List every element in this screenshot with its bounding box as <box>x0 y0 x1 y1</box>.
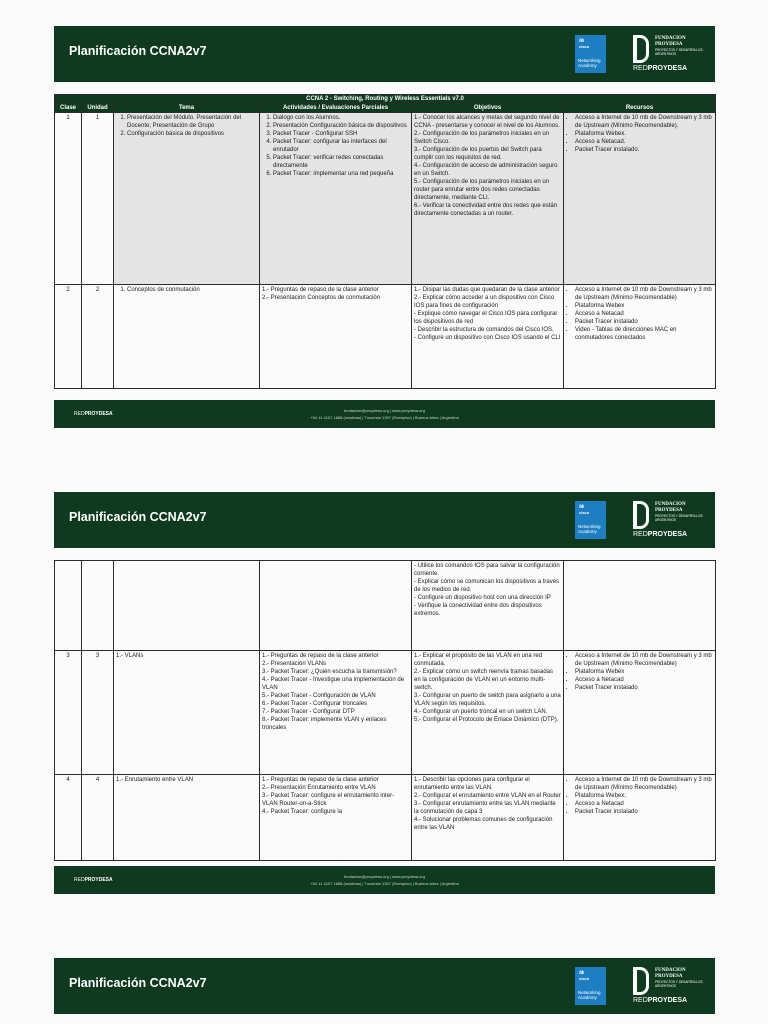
proydesa-logo: FUNDACION PROYDESA PROYECTOS Y DESARROLLOS ARGENTINOS REDPROYDESA <box>633 502 703 538</box>
page-header <box>54 26 715 82</box>
proydesa-logo: FUNDACION PROYDESA PROYECTOS Y DESARROLLOS ARGENTINOS REDPROYDESA <box>633 36 703 72</box>
col-unidad: Unidad <box>82 104 114 113</box>
table-row: 3 3 1.- VLANs 1.- Preguntas de repaso de la clase anterior 2.- Presentación VLANs 3.- Packet Tracer: ¿Quién escucha la transmisión? 4.- Packet Tracer - Investigue una implementación de VLAN 5.- Packet Tracer - Configuración de VLAN 6.- Packet Tracer - Configurar troncales 7.- Packet Tracer - Configurar DTP 8.- Packet Tracer: implemente VLAN y enlaces troncales 1.- Explicar el propósito de las VLAN en una red conmutada. 2.- Explicar cómo un switch reenvía tramas basadas en la configuración de VLAN en un entorno multi-switch. 3.- Configurar un puerto de switch para asignarlo a una VLAN según los requisitos. 4.- Configurar un puerto troncal en un switch LAN. 5.- Configurar el Protocolo de Enlace Dinámico (DTP). • Acceso a Internet de 10 mb de Downstream y 3 mb de Upstream (Mínimo Recomendable) • Plataforma Webex • Acceso a Netacad • Packet Tracer instalado <box>55 651 716 775</box>
table-title: CCNA 2 - Switching, Routing y Wireless Essentials v7.0 <box>55 95 716 104</box>
col-objetivos: Objetivos <box>412 104 564 113</box>
proydesa-logo: FUNDACION PROYDESA PROYECTOS Y DESARROLLOS ARGENTINOS REDPROYDESA <box>633 968 703 1004</box>
table-row: 4 4 1.- Enrutamiento entre VLAN 1.- Preguntas de repaso de la clase anterior 2.- Presentación Enrutamiento entre VLAN 3.- Packet Tracer: configure el enrutamiento inter-VLAN Router-on-a-Stick 4.- Packet Tracer: configure la 1.- Describir las opciones para configurar el enrutamiento entre las VLAN. 2.- Configurar el enrutamiento entre VLAN en el Router 3.- Configurar enrutamiento entre las VLAN mediante la conmutación de capa 3 4.- Solucionar problemas comunes de configuración entre las VLAN • Acceso a Internet de 10 mb de Downstream y 3 mb de Upstream (Mínimo Recomendable) • Plataforma Webex; • Acceso a Netacad • Packet Tracer instalado <box>55 775 716 861</box>
planning-table <box>54 94 716 389</box>
col-tema: Tema <box>114 104 260 113</box>
col-actividades: Actividades / Evaluaciones Parciales <box>260 104 412 113</box>
cisco-logo: ılıılı cisco Networking Academy <box>575 35 606 73</box>
page-title: Planificación CCNA2v7 <box>69 976 207 990</box>
col-clase: Clase <box>55 104 82 113</box>
page-footer: REDPROYDESA fundacion@proydesa.org | www.proydesa.org +54 11 4107 1888 (rotativas) | Tucumán 1397 (Entrepiso) | Buenos Aires | Argentina <box>54 400 715 428</box>
table-row: 2 2 1. Conceptos de conmutación 1.- Preguntas de repaso de la clase anterior 2.- Presentación Conceptos de conmutación 1.- Disipar las dudas que quedaran de la clase anterior 2.- Explicar cómo acceder a un dispositivo con Cisco IOS para fines de configuración - Explique cómo navegar el Cisco IOS para configurar los dispositivos de red - Describir la estructura de comandos del Cisco IOS. - Configure un dispositivo con Cisco IOS usando el CLI • Acceso a Internet de 10 mb de Downstream y 3 mb de Upstream (Mínimo Recomendable) • Plataforma Webex • Acceso a Netacad • Packet Tracer instalado • Video - Tablas de direcciones MAC en conmutadores conectados <box>55 285 716 389</box>
page-title: Planificación CCNA2v7 <box>69 44 207 58</box>
page-header <box>54 958 715 1014</box>
table-row: 1 1 1. Presentación del Módulo. Presentación del Docente; Presentación de Grupo 2. Configuración básica de dispositivos 1. Dialogo con los Alumnos. 2. Presentación Configuración básica de dispositivos 3. Packet Tracer - Configurar SSH 4. Packet Tracer: configurar las interfaces del enrutador 5. Packet Tracer: verificar redes conectadas directamente 6. Packet Tracer: implementar una red pequeña 1.- Conocer los alcances y metas del segundo nivel de CCNA - presentarse y conocer el nivel de los Alumnos. 2.- Configuración de los parámetros iniciales en un Switch Cisco. 3.- Configuración de los puertos del Switch para cumplir con los requisitos de red. 4.- Configuración de acceso de administración seguro en un Switch. 5.- Configuración de los parámetros iniciales en un router para enrutar entre dos redes conectadas directamente, mediante CLI. 6.- Verificar la conectividad entre dos redes que están directamente conectadas a un router. • Acceso a Internet de 10 mb de Downstream y 3 mb de Upstream (Mínimo Recomendable). • Plataforma Webex. • Acceso a Netacad. • Packet Tracer instalado. <box>55 113 716 285</box>
col-recursos: Recursos <box>564 104 716 113</box>
cisco-logo: ılıılı cisco Networking Academy <box>575 967 606 1005</box>
table-row: - Utilice los comandos IOS para salvar la configuración corriente. - Explicar cómo se comunican los dispositivos a través de los medios de red. - Configure un dispositivo host con una dirección IP - Verifique la conectividad entre dos dispositivos extremos. <box>55 561 716 651</box>
cisco-logo: ılıılı cisco Networking Academy <box>575 501 606 539</box>
planning-table-continued <box>54 560 716 861</box>
page-title: Planificación CCNA2v7 <box>69 510 207 524</box>
page-header <box>54 492 715 548</box>
page-footer: REDPROYDESA fundacion@proydesa.org | www.proydesa.org +54 11 4107 1888 (rotativas) | Tucumán 1397 (Entrepiso) | Buenos Aires | Argentina <box>54 866 715 894</box>
